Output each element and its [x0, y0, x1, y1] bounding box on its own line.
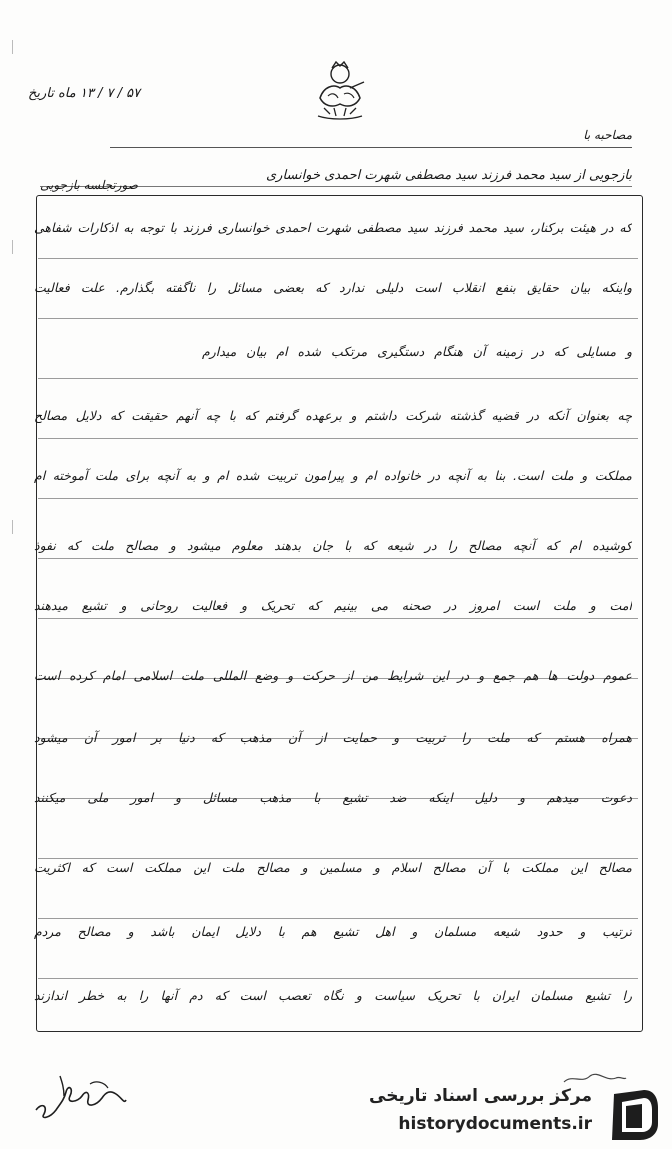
ruled-line [38, 618, 638, 619]
ruled-line [38, 558, 638, 559]
record-title: صورتجلسه بازجویی [40, 178, 138, 192]
body-line: را تشیع مسلمان ایران با تحریک سیاست و نگاه تعصب است که دم آنها را به خطر اندازند [34, 988, 632, 1003]
edge-mark [12, 40, 23, 54]
watermark-url: historydocuments.ir [398, 1114, 592, 1134]
body-line: واینکه بیان حقایق بنفع انقلاب است دلیلی ندارد که بعضی مسائل را ناگفته بگذارم. علت فعالیت [34, 280, 632, 295]
ruled-line [38, 978, 638, 979]
body-line: و مسایلی که در زمینه آن هنگام دستگیری مرتکب شده ام بیان میدارم [202, 344, 632, 359]
archive-logo-icon [604, 1084, 664, 1144]
body-line: کوشیده ام که آنچه مصالح را در شیعه که با جان بدهند معلوم میشود و مصالح ملت که نفوذ [34, 538, 632, 553]
ruled-line [38, 498, 638, 499]
body-frame [36, 195, 643, 1032]
lion-and-sun-emblem [310, 58, 370, 120]
ruled-line [38, 438, 638, 439]
ruled-line [38, 378, 638, 379]
divider [110, 147, 632, 148]
body-line: مصالح این مملکت با آن مصالح اسلام و مسلمین و مصالح ملت این مملکت است که اکثریت [34, 860, 632, 875]
ruled-line [38, 318, 638, 319]
signature [30, 1062, 130, 1122]
date-text: ۵۷ / ۷ / ۱۳ ماه تاریخ [28, 86, 141, 101]
ruled-line [38, 858, 638, 859]
ruled-line [38, 258, 638, 259]
body-line: چه بعنوان آنکه در قضیه گذشته شرکت داشتم و برعهده گرفتم که با چه آنهم حقیقت که دلایل مصالح [34, 408, 632, 423]
edge-mark [12, 520, 23, 534]
watermark-name: مرکز بررسی اسناد تاریخی [369, 1086, 592, 1106]
body-line: همراه هستم که ملت را تربیت و حمایت از آن مذهب که دنیا بر امور آن میشود [34, 730, 632, 745]
body-line: مملکت و ملت است. بنا به آنچه در خانواده ام و پیرامون تربیت شده ام و به آنچه برای ملت آموخته ام [34, 468, 632, 483]
body-line: دعوت میدهم و دلیل اینکه ضد تشیع با مذهب مسائل و امور ملی میکنند [34, 790, 632, 805]
body-line: که در هیئت برکنار، سید محمد فرزند سید مصطفی شهرت احمدی خوانساری فرزند با توجه به اذکارات شفاهی [34, 220, 632, 235]
interviewee-line: بازجویی از سید محمد فرزند سید مصطفی شهرت احمدی خوانساری [266, 168, 632, 183]
interview-label: مصاحبه با [583, 128, 632, 142]
body-line: ترتیب و حدود شیعه مسلمان و اهل تشیع هم با دلایل ایمان باشد و مصالح مردم [34, 924, 632, 939]
edge-mark [12, 240, 23, 254]
ruled-line [38, 918, 638, 919]
body-line: عموم دولت ها هم جمع و در این شرایط من از حرکت و وضع المللی ملت اسلامی امام کرده است [34, 668, 632, 683]
body-line: امت و ملت است امروز در صحنه می بینیم که تحریک و فعالیت روحانی و تشیع میدهند [34, 598, 632, 613]
